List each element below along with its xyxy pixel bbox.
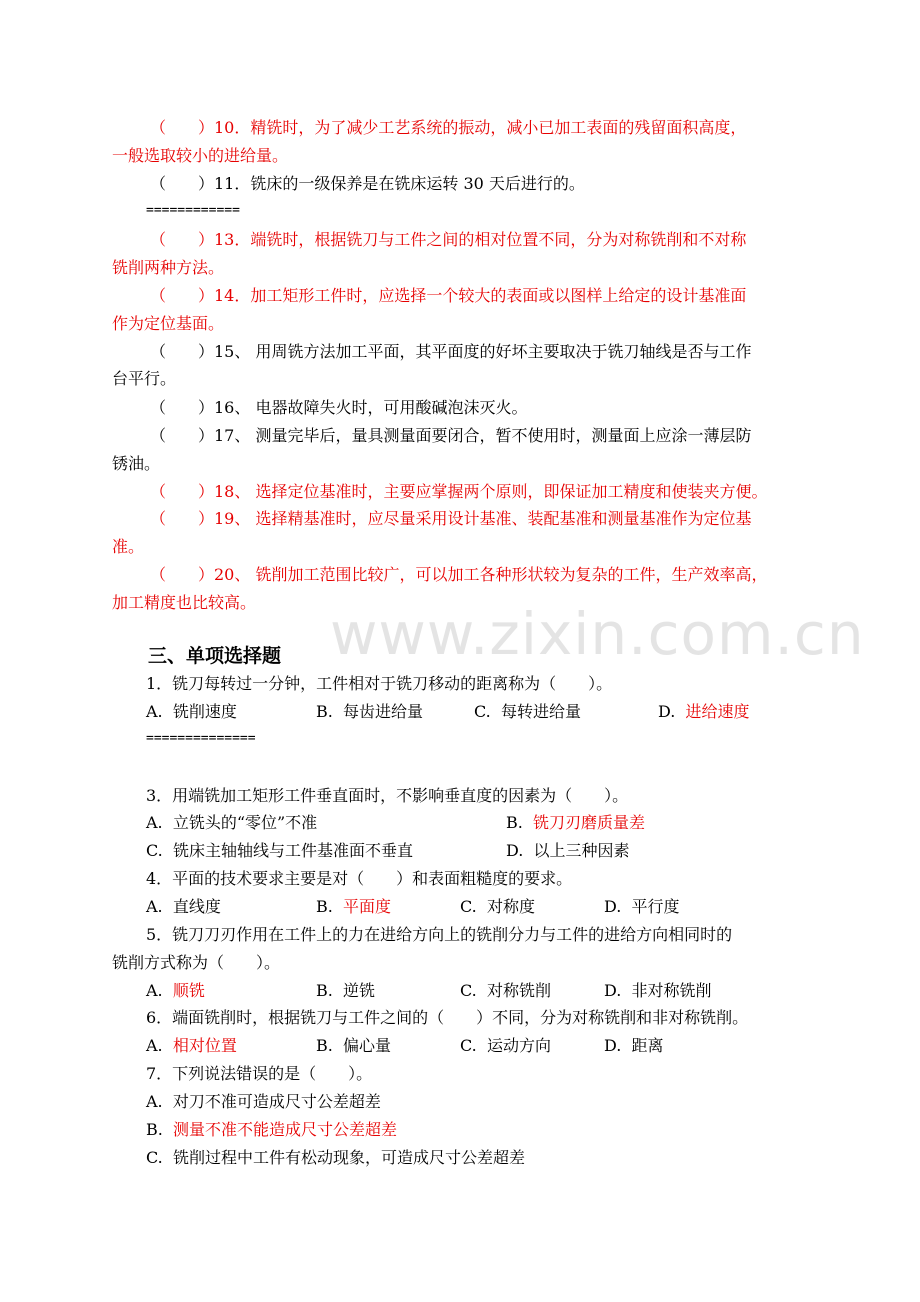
section-title: 三、单项选择题 xyxy=(148,645,282,667)
judgement-18: （ ）18、 选择定位基准时，主要应掌握两个原则，即保证加工精度和使装夹方便。 xyxy=(150,482,768,501)
q5-option-c: C. 对称铣削 xyxy=(460,981,551,1000)
q5-option-d: D. 非对称铣削 xyxy=(604,981,712,1000)
q6-option-b: B. 偏心量 xyxy=(316,1036,392,1055)
q4-option-a: A. 直线度 xyxy=(146,897,221,916)
judgement-19-line-1: （ ）19、 选择精基准时，应尽量采用设计基准、装配基准和测量基准作为定位基 xyxy=(150,509,752,528)
q3-option-b: B. 铣刀刃磨质量差 xyxy=(506,813,646,832)
q4-option-c: C. 对称度 xyxy=(460,897,535,916)
q6-option-d: D. 距离 xyxy=(604,1036,664,1055)
q5-stem-line-2: 铣削方式称为（ ）。 xyxy=(112,953,281,972)
judgement-10-line-1: （ ）10．精铣时，为了减少工艺系统的振动，减小已加工表面的残留面积高度， xyxy=(150,118,747,137)
q3-stem: 3．用端铣加工矩形工件垂直面时，不影响垂直度的因素为（ ）。 xyxy=(146,786,629,805)
q3-option-a: A. 立铣头的“零位”不准 xyxy=(146,813,318,832)
q7-option-a: A. 对刀不准可造成尺寸公差超差 xyxy=(146,1092,381,1111)
q1-stem: 1．铣刀每转过一分钟，工件相对于铣刀移动的距离称为（ ）。 xyxy=(146,674,613,693)
q7-option-b: B. 测量不准不能造成尺寸公差超差 xyxy=(146,1120,398,1139)
q4-option-d: D. 平行度 xyxy=(604,897,680,916)
separator-2: ============== xyxy=(146,731,256,746)
q3-option-d: D. 以上三种因素 xyxy=(506,841,630,860)
watermark: www.zixin.com.cn xyxy=(330,600,865,668)
judgement-19-line-2: 准。 xyxy=(112,537,145,556)
q4-stem: 4．平面的技术要求主要是对（ ）和表面粗糙度的要求。 xyxy=(146,869,573,888)
q7-option-c: C. 铣削过程中工件有松动现象，可造成尺寸公差超差 xyxy=(146,1148,525,1167)
q1-option-d: D. 进给速度 xyxy=(658,702,750,721)
separator-1: ============ xyxy=(146,203,240,218)
q3-option-c: C. 铣床主轴轴线与工件基准面不垂直 xyxy=(146,841,413,860)
q5-stem-line-1: 5．铣刀刀刃作用在工件上的力在进给方向上的铣削分力与工件的进给方向相同时的 xyxy=(146,925,733,944)
q6-option-c: C. 运动方向 xyxy=(460,1036,551,1055)
q5-option-a: A. 顺铣 xyxy=(146,981,205,1000)
judgement-16: （ ）16、 电器故障失火时，可用酸碱泡沫灭火。 xyxy=(150,398,528,417)
judgement-14-line-2: 作为定位基面。 xyxy=(112,314,225,333)
judgement-17-line-1: （ ）17、 测量完毕后，量具测量面要闭合，暂不使用时，测量面上应涂一薄层防 xyxy=(150,426,752,445)
judgement-10-line-2: 一般选取较小的进给量。 xyxy=(112,146,289,165)
judgement-11: （ ）11．铣床的一级保养是在铣床运转 30 天后进行的。 xyxy=(150,174,585,193)
q1-option-b: B. 每齿进给量 xyxy=(316,702,424,721)
q6-option-a: A. 相对位置 xyxy=(146,1036,237,1055)
judgement-13-line-2: 铣削两种方法。 xyxy=(112,258,225,277)
judgement-15-line-1: （ ）15、 用周铣方法加工平面，其平面度的好坏主要取决于铣刀轴线是否与工作 xyxy=(150,342,752,361)
q7-stem: 7．下列说法错误的是（ ）。 xyxy=(146,1064,373,1083)
q4-option-b: B. 平面度 xyxy=(316,897,392,916)
q1-option-a: A. 铣削速度 xyxy=(146,702,237,721)
judgement-20-line-2: 加工精度也比较高。 xyxy=(112,593,257,612)
judgement-20-line-1: （ ）20、 铣削加工范围比较广，可以加工各种形状较为复杂的工件，生产效率高， xyxy=(150,565,768,584)
judgement-14-line-1: （ ）14．加工矩形工件时，应选择一个较大的表面或以图样上给定的设计基准面 xyxy=(150,286,747,305)
q6-stem: 6．端面铣削时，根据铣刀与工件之间的（ ）不同，分为对称铣削和非对称铣削。 xyxy=(146,1008,749,1027)
judgement-13-line-1: （ ）13．端铣时，根据铣刀与工件之间的相对位置不同，分为对称铣削和不对称 xyxy=(150,230,747,249)
judgement-15-line-2: 台平行。 xyxy=(112,369,177,388)
q1-option-c: C. 每转进给量 xyxy=(474,702,581,721)
judgement-17-line-2: 锈油。 xyxy=(112,454,161,473)
q5-option-b: B. 逆铣 xyxy=(316,981,376,1000)
